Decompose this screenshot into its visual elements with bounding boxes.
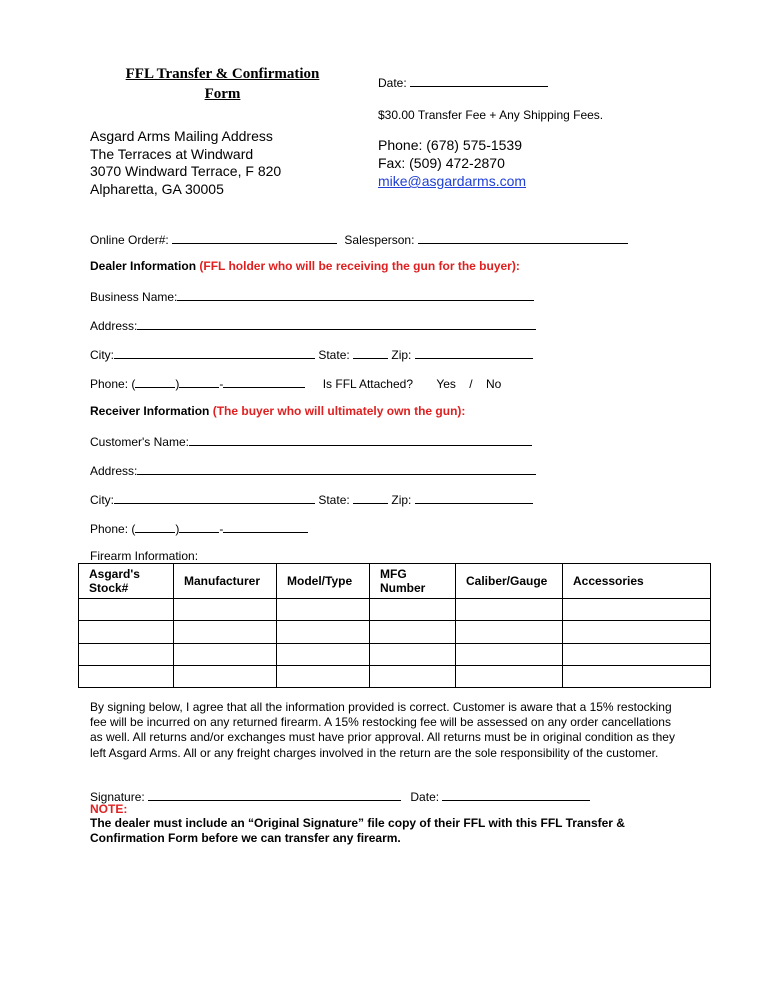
dealer-zip-input[interactable] <box>415 346 533 359</box>
receiver-name-row <box>90 433 532 449</box>
receiver-address-row <box>90 462 536 478</box>
dealer-zip-label: Zip: <box>391 348 412 362</box>
contact-info <box>378 136 526 190</box>
receiver-phone-number-input[interactable] <box>223 520 308 533</box>
dealer-phone-area-input[interactable] <box>135 375 175 388</box>
firearm-table-cell[interactable] <box>456 643 563 665</box>
firearm-table-cell[interactable] <box>563 599 711 621</box>
receiver-phone-paren: ) <box>175 522 180 536</box>
contact-email-link[interactable]: mike@asgardarms.com <box>378 173 527 189</box>
col-header-model: Model/Type <box>277 564 370 599</box>
receiver-phone-area-input[interactable] <box>135 520 175 533</box>
ffl-yes-option[interactable]: Yes <box>436 377 456 391</box>
header-date-label: Date: <box>378 76 407 90</box>
dealer-state-label: State: <box>318 348 350 362</box>
firearm-table-cell[interactable] <box>370 665 456 687</box>
receiver-address-label: Address: <box>90 464 138 478</box>
fee-text: $30.00 Transfer Fee + Any Shipping Fees. <box>378 108 604 122</box>
dealer-phone-dash: - <box>219 377 224 391</box>
dealer-city-label: City: <box>90 348 114 362</box>
receiver-city-label: City: <box>90 493 114 507</box>
receiver-city-row <box>90 491 533 507</box>
note-title: NOTE: <box>90 802 128 816</box>
form-title <box>100 64 345 104</box>
col-header-accessories: Accessories <box>563 564 711 599</box>
firearm-table-cell[interactable] <box>79 643 174 665</box>
customer-name-label: Customer's Name: <box>90 435 189 449</box>
firearm-table-cell[interactable] <box>277 665 370 687</box>
receiver-zip-input[interactable] <box>415 491 533 504</box>
receiver-phone-prefix-input[interactable] <box>179 520 219 533</box>
firearm-table-cell[interactable] <box>456 665 563 687</box>
dealer-city-input[interactable] <box>114 346 315 359</box>
firearm-table-cell[interactable] <box>277 599 370 621</box>
business-name-input[interactable] <box>177 288 534 301</box>
address-line-1: Asgard Arms Mailing Address <box>90 128 273 144</box>
firearm-table-cell[interactable] <box>277 643 370 665</box>
signature-label: Signature: <box>90 790 145 804</box>
note-heading <box>90 802 127 816</box>
firearm-table-cell[interactable] <box>277 621 370 643</box>
firearm-table-cell[interactable] <box>79 621 174 643</box>
firearm-table-cell[interactable] <box>79 665 174 687</box>
firearm-table-cell[interactable] <box>370 643 456 665</box>
firearm-table-cell[interactable] <box>370 599 456 621</box>
receiver-zip-label: Zip: <box>391 493 412 507</box>
firearm-table-cell[interactable] <box>174 621 277 643</box>
signature-row <box>90 788 590 804</box>
order-row <box>90 231 628 247</box>
dealer-state-input[interactable] <box>353 346 388 359</box>
ffl-no-option[interactable]: No <box>485 377 502 391</box>
dealer-phone-number-input[interactable] <box>223 375 305 388</box>
dealer-address-row <box>90 317 536 333</box>
receiver-heading-title: Receiver Information <box>90 404 210 418</box>
contact-phone: Phone: (678) 575-1539 <box>378 137 522 153</box>
receiver-city-input[interactable] <box>114 491 315 504</box>
dealer-phone-prefix-input[interactable] <box>179 375 219 388</box>
dealer-address-label: Address: <box>90 319 138 333</box>
customer-name-input[interactable] <box>189 433 532 446</box>
receiver-phone-row <box>90 520 308 536</box>
address-line-2: The Terraces at Windward <box>90 145 254 162</box>
firearm-table-cell[interactable] <box>174 643 277 665</box>
firearm-table-cell[interactable] <box>456 599 563 621</box>
dealer-phone-row <box>90 375 501 391</box>
address-line-3: 3070 Windward Terrace, F 820 <box>90 163 282 179</box>
firearm-table-cell[interactable] <box>563 621 711 643</box>
receiver-state-label: State: <box>318 493 350 507</box>
salesperson-label: Salesperson: <box>344 233 415 247</box>
dealer-phone-label: Phone: ( <box>90 377 136 391</box>
firearm-table-row <box>79 621 711 643</box>
contact-fax: Fax: (509) 472-2870 <box>378 155 505 171</box>
col-header-caliber: Caliber/Gauge <box>456 564 563 599</box>
receiver-phone-label: Phone: ( <box>90 522 136 536</box>
ffl-slash: / <box>469 377 473 391</box>
receiver-phone-dash: - <box>219 522 224 536</box>
dealer-address-input[interactable] <box>137 317 536 330</box>
signature-date-label: Date: <box>410 790 440 804</box>
signature-input[interactable] <box>148 788 401 801</box>
header-date-field <box>378 74 548 90</box>
firearm-table-cell[interactable] <box>370 621 456 643</box>
firearm-table-header <box>79 564 711 599</box>
online-order-label: Online Order#: <box>90 233 169 247</box>
col-header-manufacturer: Manufacturer <box>174 564 277 599</box>
ffl-attached-question: Is FFL Attached? <box>322 377 413 391</box>
receiver-address-input[interactable] <box>137 462 536 475</box>
col-header-stock: Asgard's Stock# <box>79 564 174 599</box>
firearm-table-cell[interactable] <box>456 621 563 643</box>
header-date-input[interactable] <box>410 74 548 87</box>
dealer-heading <box>90 259 520 273</box>
firearm-table-cell[interactable] <box>563 665 711 687</box>
col-header-mfg-number: MFG Number <box>370 564 456 599</box>
address-line-4: Alpharetta, GA 30005 <box>90 180 224 197</box>
firearm-table <box>78 563 711 688</box>
dealer-phone-paren: ) <box>175 377 180 391</box>
business-name-label: Business Name: <box>90 290 178 304</box>
salesperson-input[interactable] <box>418 231 628 244</box>
firearm-table-row <box>79 599 711 621</box>
dealer-business-row <box>90 288 534 304</box>
mailing-address <box>90 128 281 198</box>
online-order-input[interactable] <box>172 231 337 244</box>
receiver-heading <box>90 404 465 418</box>
firearm-table-cell[interactable] <box>79 599 174 621</box>
firearm-table-row <box>79 665 711 687</box>
form-title-line2: Form <box>204 86 241 102</box>
firearm-table-cell[interactable] <box>563 643 711 665</box>
receiver-state-input[interactable] <box>353 491 388 504</box>
firearm-table-cell[interactable] <box>174 665 277 687</box>
firearm-table-cell[interactable] <box>174 599 277 621</box>
firearm-info-label: Firearm Information: <box>90 549 199 563</box>
signature-date-input[interactable] <box>442 788 590 801</box>
agreement-text: By signing below, I agree that all the information provided is correct. Customer is aware that a 15% restocking fee will be incurred on any returned firearm. A 15% restocking fee will be assessed on any order cancellations as well. All returns and/or exchanges must have prior approval. All returns must be in original condition as they left Asgard Arms. All or any freight charges involved in the return are the sole responsibility of the customer. <box>90 700 675 760</box>
dealer-city-row <box>90 346 533 362</box>
receiver-heading-note: (The buyer who will ultimately own the gun): <box>212 404 466 418</box>
firearm-table-row <box>79 643 711 665</box>
dealer-heading-note: (FFL holder who will be receiving the gun for the buyer): <box>199 259 520 273</box>
dealer-heading-title: Dealer Information <box>90 259 197 273</box>
form-title-line1: FFL Transfer & Confirmation <box>125 66 320 82</box>
note-body: The dealer must include an “Original Signature” file copy of their FFL with this FFL Transfer & Confirmation Form before we can transfer any firearm. <box>90 816 625 845</box>
